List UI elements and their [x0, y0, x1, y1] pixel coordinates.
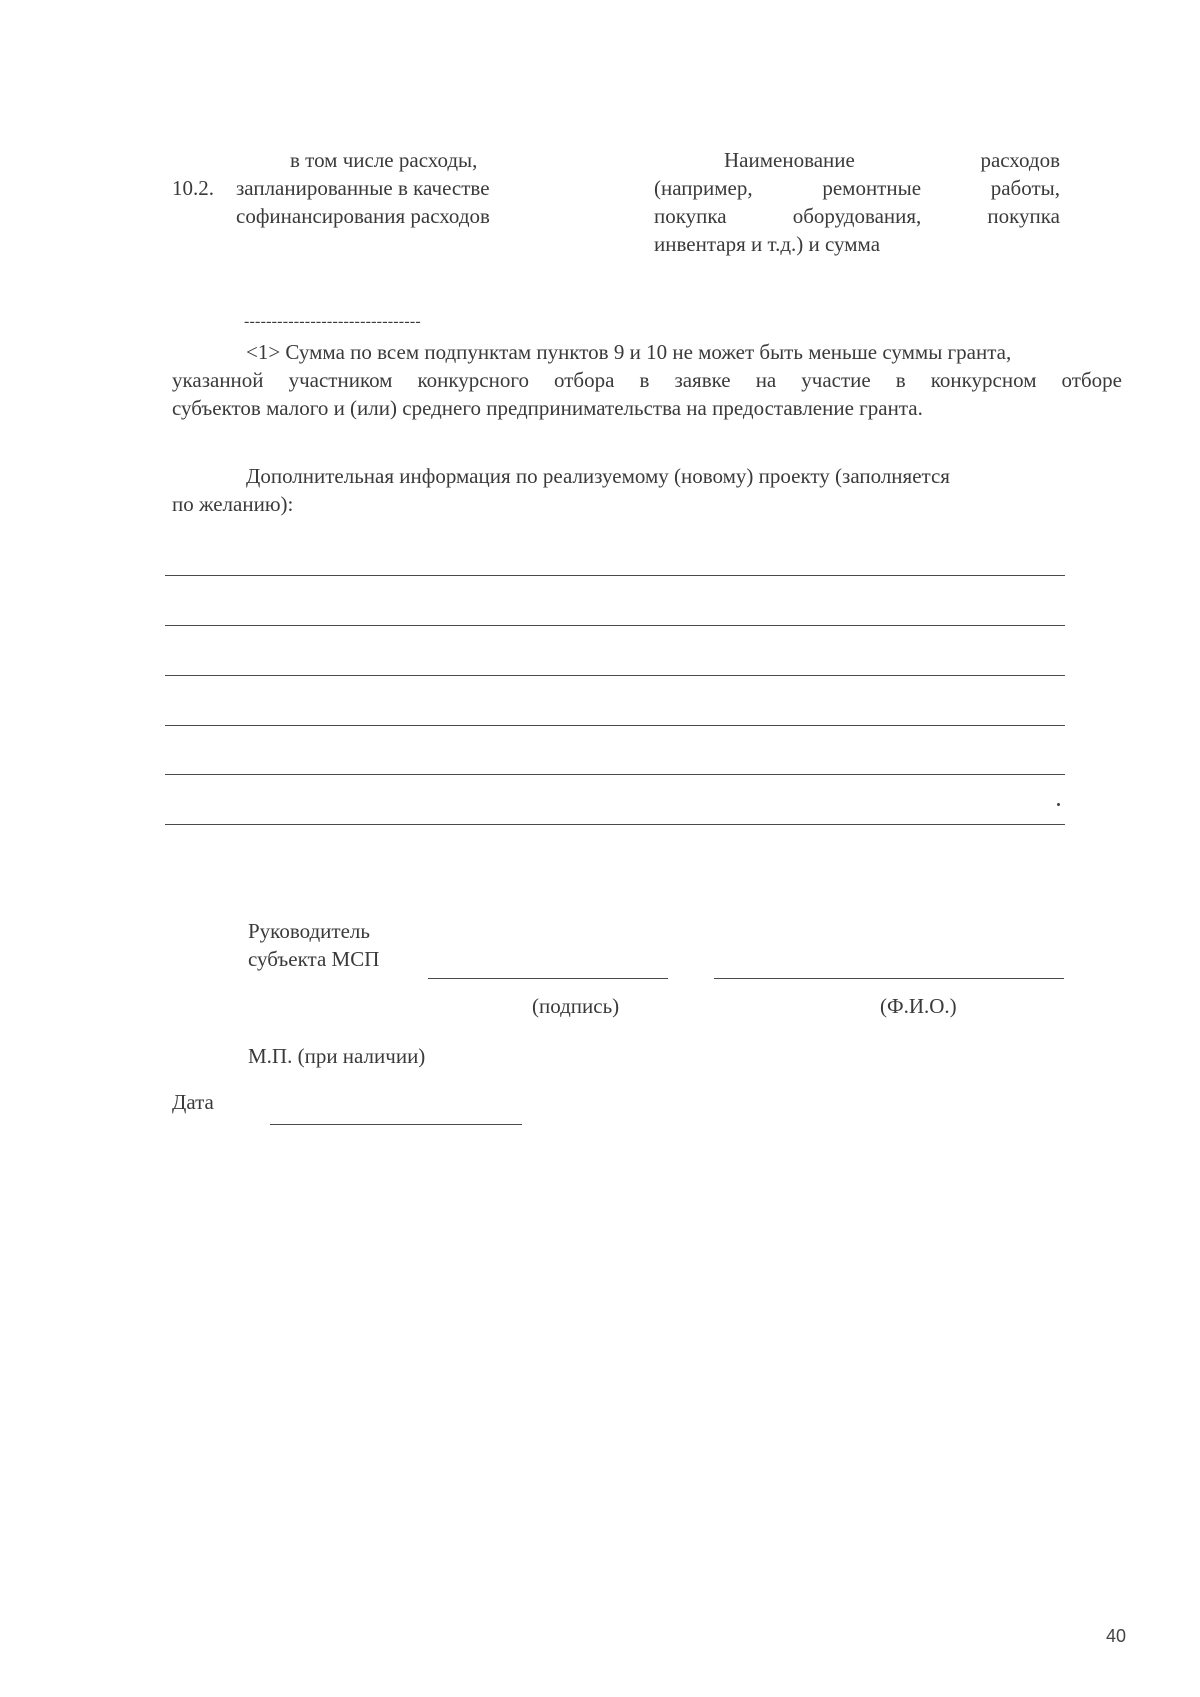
page-number: 40 [1106, 1626, 1127, 1646]
fill-in-line-3[interactable] [165, 675, 1065, 676]
row-description-line-4: инвентаря и т.д.) и сумма [654, 232, 881, 256]
footnote-separator: -------------------------------- [244, 313, 421, 330]
name-caption: (Ф.И.О.) [880, 994, 957, 1018]
signature-caption: (подпись) [532, 994, 620, 1018]
stamp-label: М.П. (при наличии) [248, 1044, 426, 1068]
signer-role-line-1: Руководитель [248, 919, 370, 943]
fill-in-line-6[interactable] [165, 824, 1065, 825]
row-number: 10.2. [172, 176, 214, 200]
date-label: Дата [172, 1090, 214, 1114]
date-line[interactable] [270, 1124, 522, 1125]
fill-in-line-2[interactable] [165, 625, 1065, 626]
stray-dot [1057, 803, 1060, 806]
footnote-line-3: субъектов малого и (или) среднего предпринимательства на предоставление гранта. [172, 396, 923, 420]
additional-info-line-1: Дополнительная информация по реализуемому (новому) проекту (заполняется [246, 464, 950, 488]
signer-role-line-2: субъекта МСП [248, 947, 380, 971]
fill-in-line-1[interactable] [165, 575, 1065, 576]
row-description-line-3: покупка оборудования, покупка [654, 204, 1060, 228]
row-description-line-1: Наименование расходов [724, 148, 1060, 172]
signature-line[interactable] [428, 978, 668, 979]
row-description [654, 146, 1060, 258]
fill-in-line-4[interactable] [165, 725, 1065, 726]
additional-info-line-2: по желанию): [172, 492, 294, 516]
footnote-line-2: указанной участником конкурсного отбора в заявке на участие в конкурсном отборе [172, 368, 1122, 392]
footnote-line-1: <1> Сумма по всем подпунктам пунктов 9 и 10 не может быть меньше суммы гранта, [246, 340, 1012, 364]
row-left-line-2: запланированные в качестве [236, 176, 490, 200]
fill-in-line-5[interactable] [165, 774, 1065, 775]
row-description-line-2: (например, ремонтные работы, [654, 176, 1060, 200]
row-left-line-3: софинансирования расходов [236, 204, 490, 228]
row-left-line-1: в том числе расходы, [290, 148, 478, 172]
name-line[interactable] [714, 978, 1064, 979]
